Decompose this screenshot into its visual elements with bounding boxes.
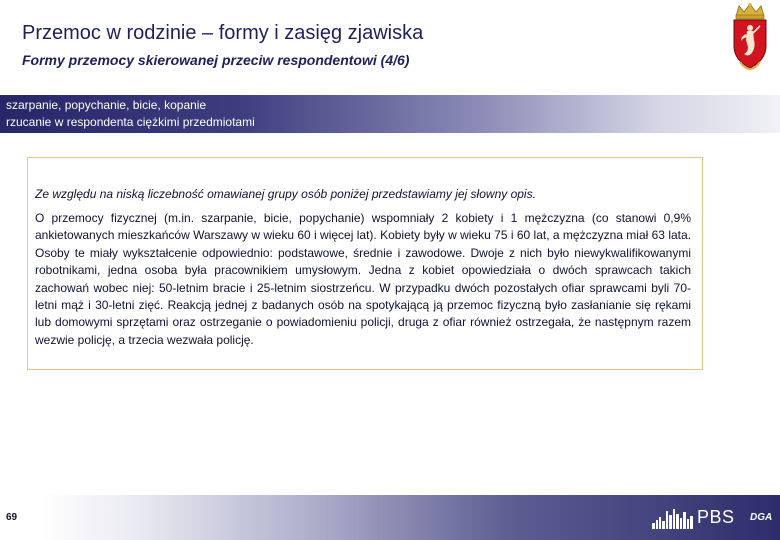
box-lead: Ze względu na niską liczebność omawianej grupy osób poniżej przedstawiamy jej słowny opis. — [35, 187, 536, 201]
pbs-dga-logo-icon — [652, 505, 778, 531]
logo-pbs-text: PBS — [697, 507, 735, 527]
band-line-1: szarpanie, popychanie, bicie, kopanie — [6, 98, 207, 112]
page-number: 69 — [6, 512, 18, 523]
page-subtitle: Formy przemocy skierowanej przeciw respondentowi (4/6) — [22, 52, 410, 68]
description-box — [27, 157, 703, 370]
warsaw-coat-of-arms-icon — [726, 2, 774, 74]
band-line-2: rzucanie w respondenta ciężkimi przedmiotami — [6, 115, 255, 129]
page-title: Przemoc w rodzinie – formy i zasięg zjawiska — [22, 22, 424, 44]
topic-band — [0, 95, 780, 133]
skyline-icon — [652, 505, 696, 531]
box-body: O przemocy fizycznej (m.in. szarpanie, bicie, popychanie) wspomniały 2 kobiety i 1 mężczyzna (co stanowi 0,9% ankietowanych mieszkańców Warszawy w wieku 60 i więcej lat). Kobiety były w wieku 75 i 60 lat, a mężczyzna miał 63 lata. Osoby te miały wykształcenie odpowiednio: podstawowe, średnie i zawodowe. Dwoje z nich było niewykwalifikowanymi robotnikami, jedna osoba była pracownikiem umysłowym. Jedna z kobiet opowiedziała o dwóch sprawcach takich zachowań wobec niej: 50-letnim bracie i 25-letnim siostrzeńcu. W przypadku dwóch pozostałych ofiar sprawcami byli 70-letni mąż i 30-letni zięć. Reakcją jednej z badanych osób na spotykającą ją przemoc fizyczną było zasłanianie się rękami lub domowymi sprzętami oraz ostrzeganie o powiadomieniu policji, druga z ofiar również ostrzegała, że następnym razem wezwie policję, a trzecia wezwała policję. — [35, 211, 691, 347]
logo-dga-text: DGA — [750, 512, 773, 523]
footer-bar — [0, 495, 780, 540]
